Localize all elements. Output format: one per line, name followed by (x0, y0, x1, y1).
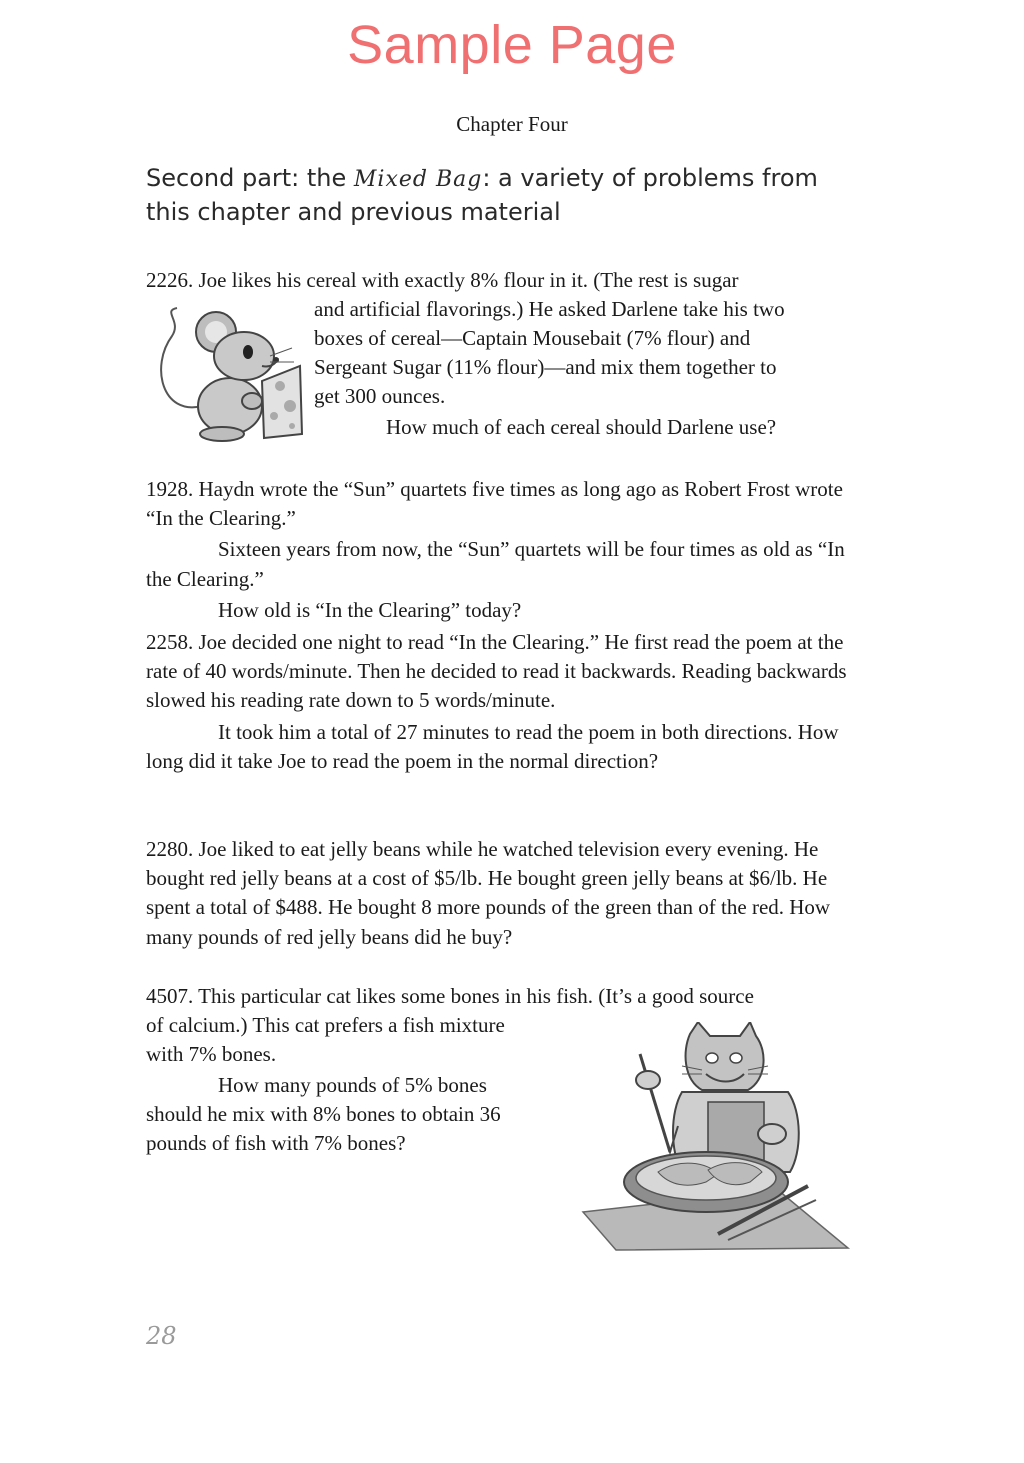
problem-2226-line-4: Sergeant Sugar (11% flour)—and mix them together to (314, 355, 777, 379)
problem-2226-line-5: get 300 ounces. (314, 384, 446, 408)
problem-2226-line-2: and artificial flavorings.) He asked Darlene take his two (314, 297, 785, 321)
problem-1928-condition: Sixteen years from now, the “Sun” quartets will be four times as old as “In the Clearing.” (146, 537, 845, 591)
page-number: 28 (146, 1322, 177, 1350)
cat-eating-fish-illustration (578, 1022, 853, 1254)
mouse-with-cheese-illustration (152, 306, 312, 446)
problem-4507-line-5: should he mix with 8% bones to obtain 36 (146, 1102, 501, 1126)
section-heading-prefix: Second part: the (146, 164, 354, 192)
problem-2226-line-1: 2226. Joe likes his cereal with exactly 8% flour in it. (The rest is sugar (146, 268, 739, 292)
sample-page-watermark: Sample Page (347, 15, 677, 75)
section-heading-suffix: : a variety of problems from this chapter and previous material (146, 164, 818, 226)
problem-1928-question: How old is “In the Clearing” today? (218, 597, 522, 622)
problem-4507-line-4: How many pounds of 5% bones (218, 1073, 487, 1097)
mixed-bag-label: Mixed Bag (353, 167, 483, 192)
problem-1928 (146, 475, 866, 625)
section-heading (146, 162, 866, 229)
problem-2258-text: 2258. Joe decided one night to read “In the Clearing.” He first read the poem at the rate of 40 words/minute. Then he decided to read it backwards. Reading backwards slowed his reading rate down to 5 words/minute. (146, 630, 847, 713)
problem-2258-question: It took him a total of 27 minutes to read the poem in both directions. How long did it take Joe to read the poem in the normal direction? (146, 719, 839, 773)
problem-2280-text: 2280. Joe liked to eat jelly beans while he watched television every evening. He bought red jelly beans at a cost of $5/lb. He bought green jelly beans at $6/lb. He spent a total of $488. He bought 8 more pounds of the green than of the red. How many pounds of red jelly beans did he buy? (146, 837, 831, 949)
problem-2226-line-3: boxes of cereal—Captain Mousebait (7% flour) and (314, 326, 751, 350)
problem-1928-text: 1928. Haydn wrote the “Sun” quartets five times as long ago as Robert Frost wrote “In the Clearing.” (146, 477, 843, 531)
problem-2226-question: How much of each cereal should Darlene use? (386, 415, 777, 439)
chapter-title: Chapter Four (456, 112, 568, 136)
problem-2258 (146, 628, 866, 776)
problem-2280 (146, 835, 866, 952)
problem-4507-line-3: with 7% bones. (146, 1042, 277, 1066)
problem-4507-line-6: pounds of fish with 7% bones? (146, 1131, 406, 1155)
problem-4507-line-2: of calcium.) This cat prefers a fish mixture (146, 1013, 505, 1037)
problem-4507-line-1: 4507. This particular cat likes some bones in his fish. (It’s a good source (146, 984, 754, 1008)
